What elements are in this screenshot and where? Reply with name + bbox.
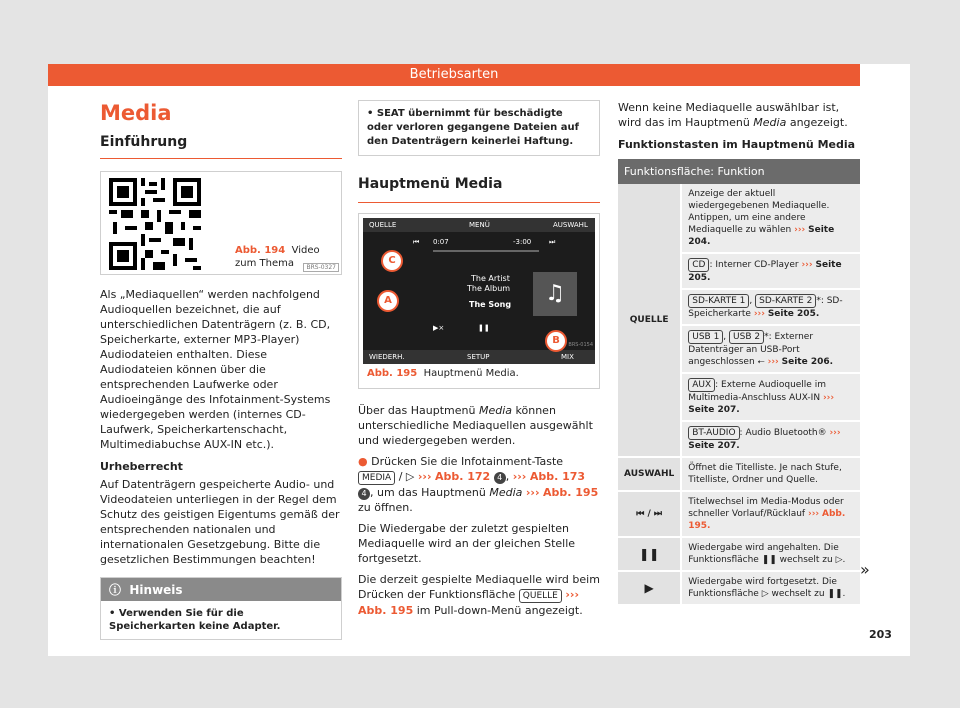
- paragraph: [358, 403, 600, 448]
- pause-icon[interactable]: ❚❚: [478, 324, 490, 332]
- ref-arrow-icon: ›››: [801, 260, 813, 270]
- page-ref[interactable]: Seite 204.: [688, 225, 835, 247]
- menu-tab[interactable]: MENÜ: [469, 221, 490, 229]
- random-icon[interactable]: ▶×: [433, 324, 445, 332]
- bt-audio-button: BT-AUDIO: [688, 426, 739, 440]
- note-title: Hinweis: [129, 583, 183, 597]
- progress-bar[interactable]: [433, 250, 539, 252]
- aux-button: AUX: [688, 378, 715, 392]
- key-play: ▶: [618, 571, 681, 605]
- text: Wenn keine Mediaquelle auswählbar ist, wird das im Hauptmenü: [618, 101, 840, 129]
- paragraph: Auf Datenträgern gespeicherte Audio- und Videodateien unterliegen in der Regel dem Schutz des geistigen Eigentums gemäß der entsprechenden nationalen und internationalen Gesetzgebung. Bitte die gesetzlichen Bestimmungen beachten!: [100, 478, 340, 566]
- intro-body: [100, 287, 342, 567]
- key-auswahl: AUSWAHL: [618, 457, 681, 491]
- text: *: SD-Speicherkarte: [688, 296, 843, 319]
- music-note-icon: ♫: [533, 272, 577, 316]
- page-ref[interactable]: Seite 207.: [688, 441, 740, 451]
- ref-arrow-icon: ›››: [767, 357, 779, 367]
- figure-caption-text: Video zum Thema: [235, 245, 320, 269]
- cross-reference[interactable]: Abb. 195.: [688, 509, 846, 531]
- track-artist: The Artist: [471, 274, 510, 283]
- section-title: Media: [100, 101, 172, 125]
- function-table: [618, 159, 860, 606]
- subsection-title: Hauptmenü Media: [358, 176, 600, 203]
- cross-reference[interactable]: Abb. 195: [543, 486, 599, 499]
- figure-caption: [367, 368, 519, 379]
- table-cell: Öffnet die Titelliste. Je nach Stufe, Titelliste, Ordner und Quelle.: [681, 457, 860, 491]
- ref-arrow-icon: ›››: [794, 225, 806, 235]
- page-number: 203: [869, 628, 892, 641]
- column-3: [618, 100, 860, 606]
- figure-caption-text: Hauptmenü Media.: [423, 368, 519, 379]
- table-cell: [681, 253, 860, 289]
- heading-urheberrecht: Urheberrecht: [100, 460, 183, 473]
- figure-label: Abb. 195: [367, 368, 418, 379]
- track-song: The Song: [469, 300, 512, 309]
- text: angezeigt.: [786, 116, 848, 129]
- qr-code-icon: [109, 178, 201, 270]
- text-italic: Media: [489, 486, 523, 499]
- cd-button: CD: [688, 258, 709, 272]
- text: Anzeige der aktuell wiedergegebenen Mediaquelle. Antippen, um eine andere Mediaquelle zu wählen: [688, 189, 830, 235]
- key-quelle: QUELLE: [618, 184, 681, 457]
- callout-number: 4: [358, 488, 370, 500]
- note-text: • Verwenden Sie für die Speicherkarten keine Adapter.: [109, 608, 281, 632]
- auswahl-tab[interactable]: AUSWAHL: [553, 221, 588, 229]
- text: zu öffnen.: [358, 501, 413, 514]
- cross-reference[interactable]: Abb. 173: [529, 470, 586, 483]
- ref-arrow-icon: ›››: [753, 309, 765, 319]
- prev-track-icon[interactable]: ⏮: [413, 238, 420, 246]
- media-body: [358, 403, 600, 618]
- next-track-icon[interactable]: ⏭: [549, 238, 556, 246]
- wiederh-button[interactable]: WIEDERH.: [369, 353, 405, 361]
- remaining-time: -3:00: [513, 238, 532, 246]
- column-3-body: [618, 100, 860, 151]
- page-ref[interactable]: Seite 207.: [688, 405, 740, 415]
- text: Drücken Sie die Infotainment-Taste: [371, 455, 564, 468]
- paragraph: Die Wiedergabe der zuletzt gespielten Mediaquelle wird an der gleichen Stelle fortgesetzt.: [358, 522, 576, 565]
- media-key: MEDIA: [358, 471, 395, 485]
- table-cell: [681, 421, 860, 457]
- ref-arrow-icon: ›››: [525, 486, 540, 499]
- sd2-button: SD-KARTE 2: [755, 294, 816, 308]
- text: Die derzeit gespielte Mediaquelle wird beim Drücken der Funktionsfläche: [358, 573, 600, 601]
- liability-note: • SEAT übernimmt für beschädigte oder verloren gegangene Dateien auf den Datenträgern keinerlei Haftung.: [358, 100, 600, 156]
- setup-button[interactable]: SETUP: [467, 353, 490, 361]
- cross-reference[interactable]: Abb. 195: [358, 604, 414, 617]
- callout-a: A: [377, 290, 399, 312]
- text: Über das Hauptmenü: [358, 404, 479, 417]
- text: *: Externer Datenträger an USB-Port angeschlossen: [688, 332, 814, 367]
- page-ref[interactable]: Seite 206.: [781, 357, 834, 367]
- column-2: [358, 100, 600, 624]
- section-banner: Betriebsarten: [48, 64, 860, 86]
- table-cell: Wiedergabe wird angehalten. Die Funktionsfläche ❚❚ wechselt zu ▷.: [681, 537, 860, 571]
- column-1: [100, 100, 342, 640]
- text: : Externe Audioquelle im Multimedia-Anschluss AUX-IN: [688, 380, 826, 403]
- table-cell: [681, 373, 860, 421]
- figure-code: BRS-0154: [568, 342, 593, 348]
- sd1-button: SD-KARTE 1: [688, 294, 749, 308]
- callout-number: 4: [494, 472, 506, 484]
- table-cell: SD-KARTE 1 , SD-KARTE 2 *: SD-Speicherkarte ››› Seite 205.: [681, 289, 860, 325]
- page-ref[interactable]: Seite 205.: [767, 309, 820, 319]
- key-pause: ❚❚: [618, 537, 681, 571]
- bullet-icon: ●: [358, 455, 368, 468]
- subsection-title: Einführung: [100, 134, 342, 159]
- play-key-icon: ▷: [405, 470, 415, 483]
- table-cell: [681, 491, 860, 537]
- figure-code: BRS-0327: [303, 263, 339, 272]
- quelle-tab[interactable]: QUELLE: [369, 221, 397, 229]
- paragraph: Als „Mediaquellen“ werden nachfolgend Audioquellen bezeichnet, die auf unterschiedlichen Datenträgern (z. B. CD, Speicherkarte, externer MP3-Player) Audiodateien enthalten. Diese Audiodateien können über die entsprechenden Laufwerke oder Audioeingänge des Infotainment-Systems wiedergegeben werden (internes CD-Laufwerk, Speicherkartenschacht, Multimediabuchse AUX-IN etc.).: [100, 288, 331, 451]
- figure-label: Abb. 194: [235, 245, 286, 256]
- note-box: [100, 577, 342, 640]
- paragraph: [358, 572, 600, 618]
- cross-reference[interactable]: Abb. 172: [434, 470, 491, 483]
- infotainment-screen: [363, 218, 595, 364]
- paragraph-step: ● Drücken Sie die Infotainment-Taste MEDIA / ▷ ››› Abb. 172 4 , ››› Abb. 173 4 , um das Hauptmenü Media ››› Abb. 195 zu öffnen.: [358, 455, 599, 514]
- figure-video-qr[interactable]: [100, 171, 342, 275]
- continued-marker: »: [860, 560, 870, 579]
- paragraph: [618, 100, 860, 130]
- text: : Interner CD-Player: [709, 260, 799, 270]
- quelle-button: QUELLE: [519, 589, 562, 603]
- ref-arrow-icon: ›››: [822, 393, 835, 403]
- elapsed-time: 0:07: [433, 238, 449, 246]
- text: , um das Hauptmenü: [370, 486, 486, 499]
- table-cell: Wiedergabe wird fortgesetzt. Die Funktionsfläche ▷ wechselt zu ❚❚.: [681, 571, 860, 605]
- figure-media-menu: [358, 213, 600, 389]
- callout-b: B: [545, 330, 567, 352]
- usb2-button: USB 2: [729, 330, 764, 344]
- text: im Pull-down-Menü angezeigt.: [416, 604, 583, 617]
- ref-arrow-icon: ›››: [512, 470, 527, 483]
- figure-caption: [235, 244, 341, 270]
- usb1-button: USB 1: [688, 330, 723, 344]
- ref-arrow-icon: ›››: [565, 588, 579, 601]
- ref-arrow-icon: ›››: [829, 428, 841, 438]
- text-italic: Media: [753, 116, 787, 129]
- track-album: The Album: [467, 284, 511, 293]
- table-cell: USB 1 , USB 2 *: Externer Datenträger an USB-Port angeschlossen ⭠ ››› Seite 206.: [681, 325, 860, 373]
- ref-arrow-icon: ›››: [807, 509, 820, 519]
- callout-c: C: [381, 250, 403, 272]
- mix-button[interactable]: MIX: [561, 353, 574, 361]
- ref-arrow-icon: ›››: [417, 470, 432, 483]
- text: : Audio Bluetooth®: [739, 428, 827, 438]
- table-header: Funktionsfläche: Funktion: [618, 159, 860, 184]
- table-cell: [681, 184, 860, 253]
- info-icon: ⓘ: [109, 583, 122, 597]
- note-header: [101, 578, 341, 601]
- text: Titelwechsel im Media-Modus oder schneller Vorlauf/Rücklauf: [688, 497, 844, 519]
- usb-icon: ⭠: [757, 357, 765, 367]
- text: können unterschiedliche Mediaquellen ausgewählt und wiedergegeben werden.: [358, 404, 593, 447]
- text-italic: Media: [478, 404, 513, 417]
- table-heading: Funktionstasten im Hauptmenü Media: [618, 138, 856, 151]
- page-ref[interactable]: Seite 205.: [688, 260, 842, 283]
- key-skip: ⏮ / ⏭: [618, 491, 681, 537]
